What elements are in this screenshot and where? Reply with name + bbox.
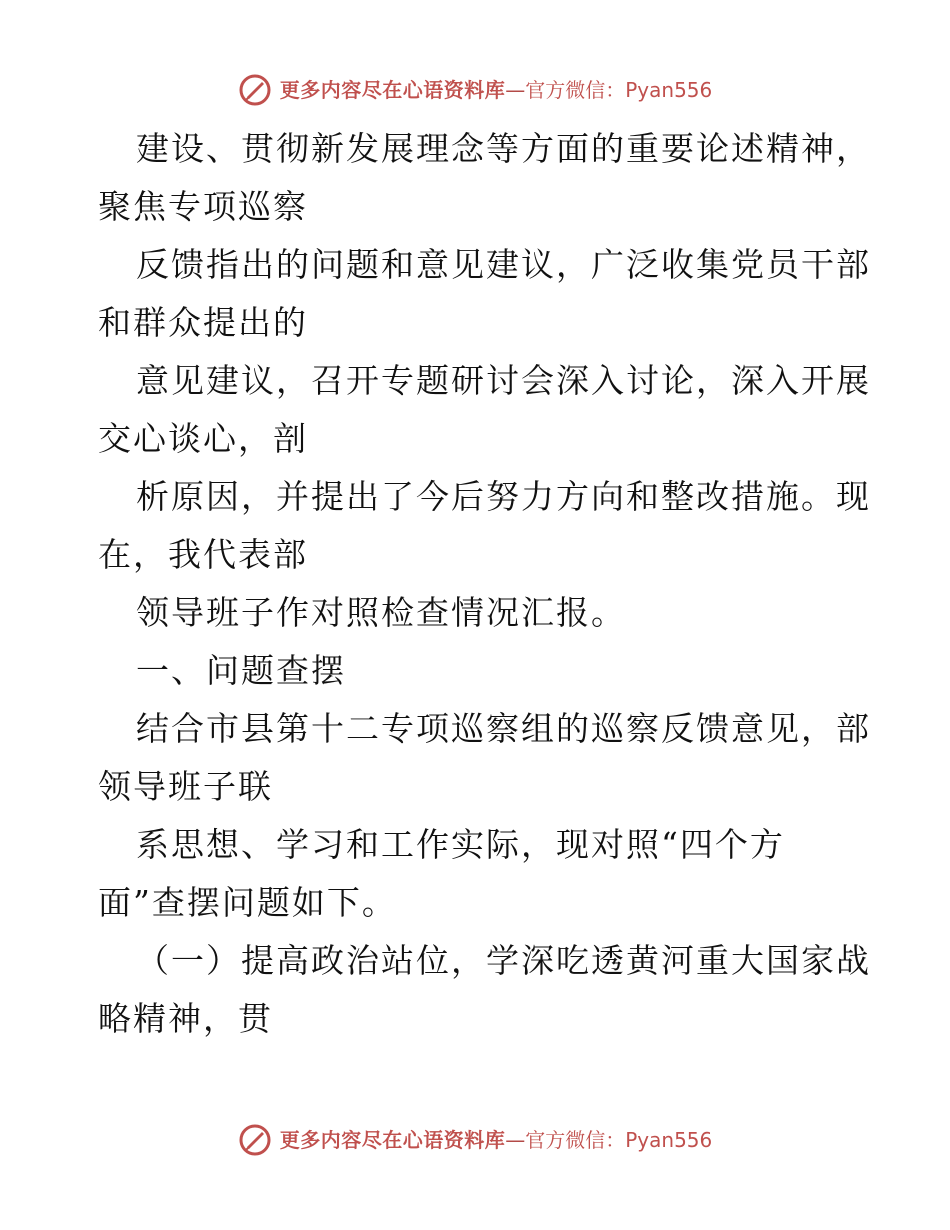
watermark-label: 官方微信： [525, 1128, 626, 1152]
quill-logo-icon [238, 1123, 272, 1157]
text-line: 略精神，贯 [98, 999, 273, 1038]
text-line: 领导班子联 [98, 767, 273, 806]
text-line: 建设、贯彻新发展理念等方面的重要论述精神， [136, 129, 871, 168]
footer-watermark [0, 1120, 950, 1160]
text-line: 在，我代表部 [98, 535, 308, 574]
text-line: 交心谈心，剖 [98, 419, 308, 458]
quill-logo-icon [238, 73, 272, 107]
text-line: 意见建议，召开专题研讨会深入讨论，深入开展 [136, 361, 871, 400]
header-watermark [0, 70, 950, 110]
watermark-brand: 更多内容尽在心语资料库 [279, 78, 506, 102]
watermark-separator: — [505, 78, 526, 102]
text-line: 聚焦专项巡察 [98, 187, 308, 226]
watermark-text [280, 80, 713, 100]
watermark-label: 官方微信： [525, 78, 626, 102]
text-line: 析原因，并提出了今后努力方向和整改措施。现 [136, 477, 871, 516]
text-line: 反馈指出的问题和意见建议，广泛收集党员干部 [136, 245, 871, 284]
text-line: 领导班子作对照检查情况汇报。 [136, 593, 626, 632]
text-line: 结合市县第十二专项巡察组的巡察反馈意见，部 [136, 709, 871, 748]
subsection-heading: （一）提高政治站位，学深吃透黄河重大国家战 [136, 941, 871, 980]
watermark-text [280, 1130, 713, 1150]
section-heading: 一、问题查摆 [136, 651, 346, 690]
text-line: 面”查摆问题如下。 [98, 883, 397, 922]
watermark-brand: 更多内容尽在心语资料库 [279, 1128, 506, 1152]
text-line: 和群众提出的 [98, 303, 308, 342]
watermark-separator: — [505, 1128, 526, 1152]
watermark-id: Pyan556 [625, 1128, 713, 1152]
document-body [98, 120, 871, 1048]
watermark-id: Pyan556 [625, 78, 713, 102]
text-line: 系思想、学习和工作实际，现对照“四个方 [136, 825, 785, 864]
